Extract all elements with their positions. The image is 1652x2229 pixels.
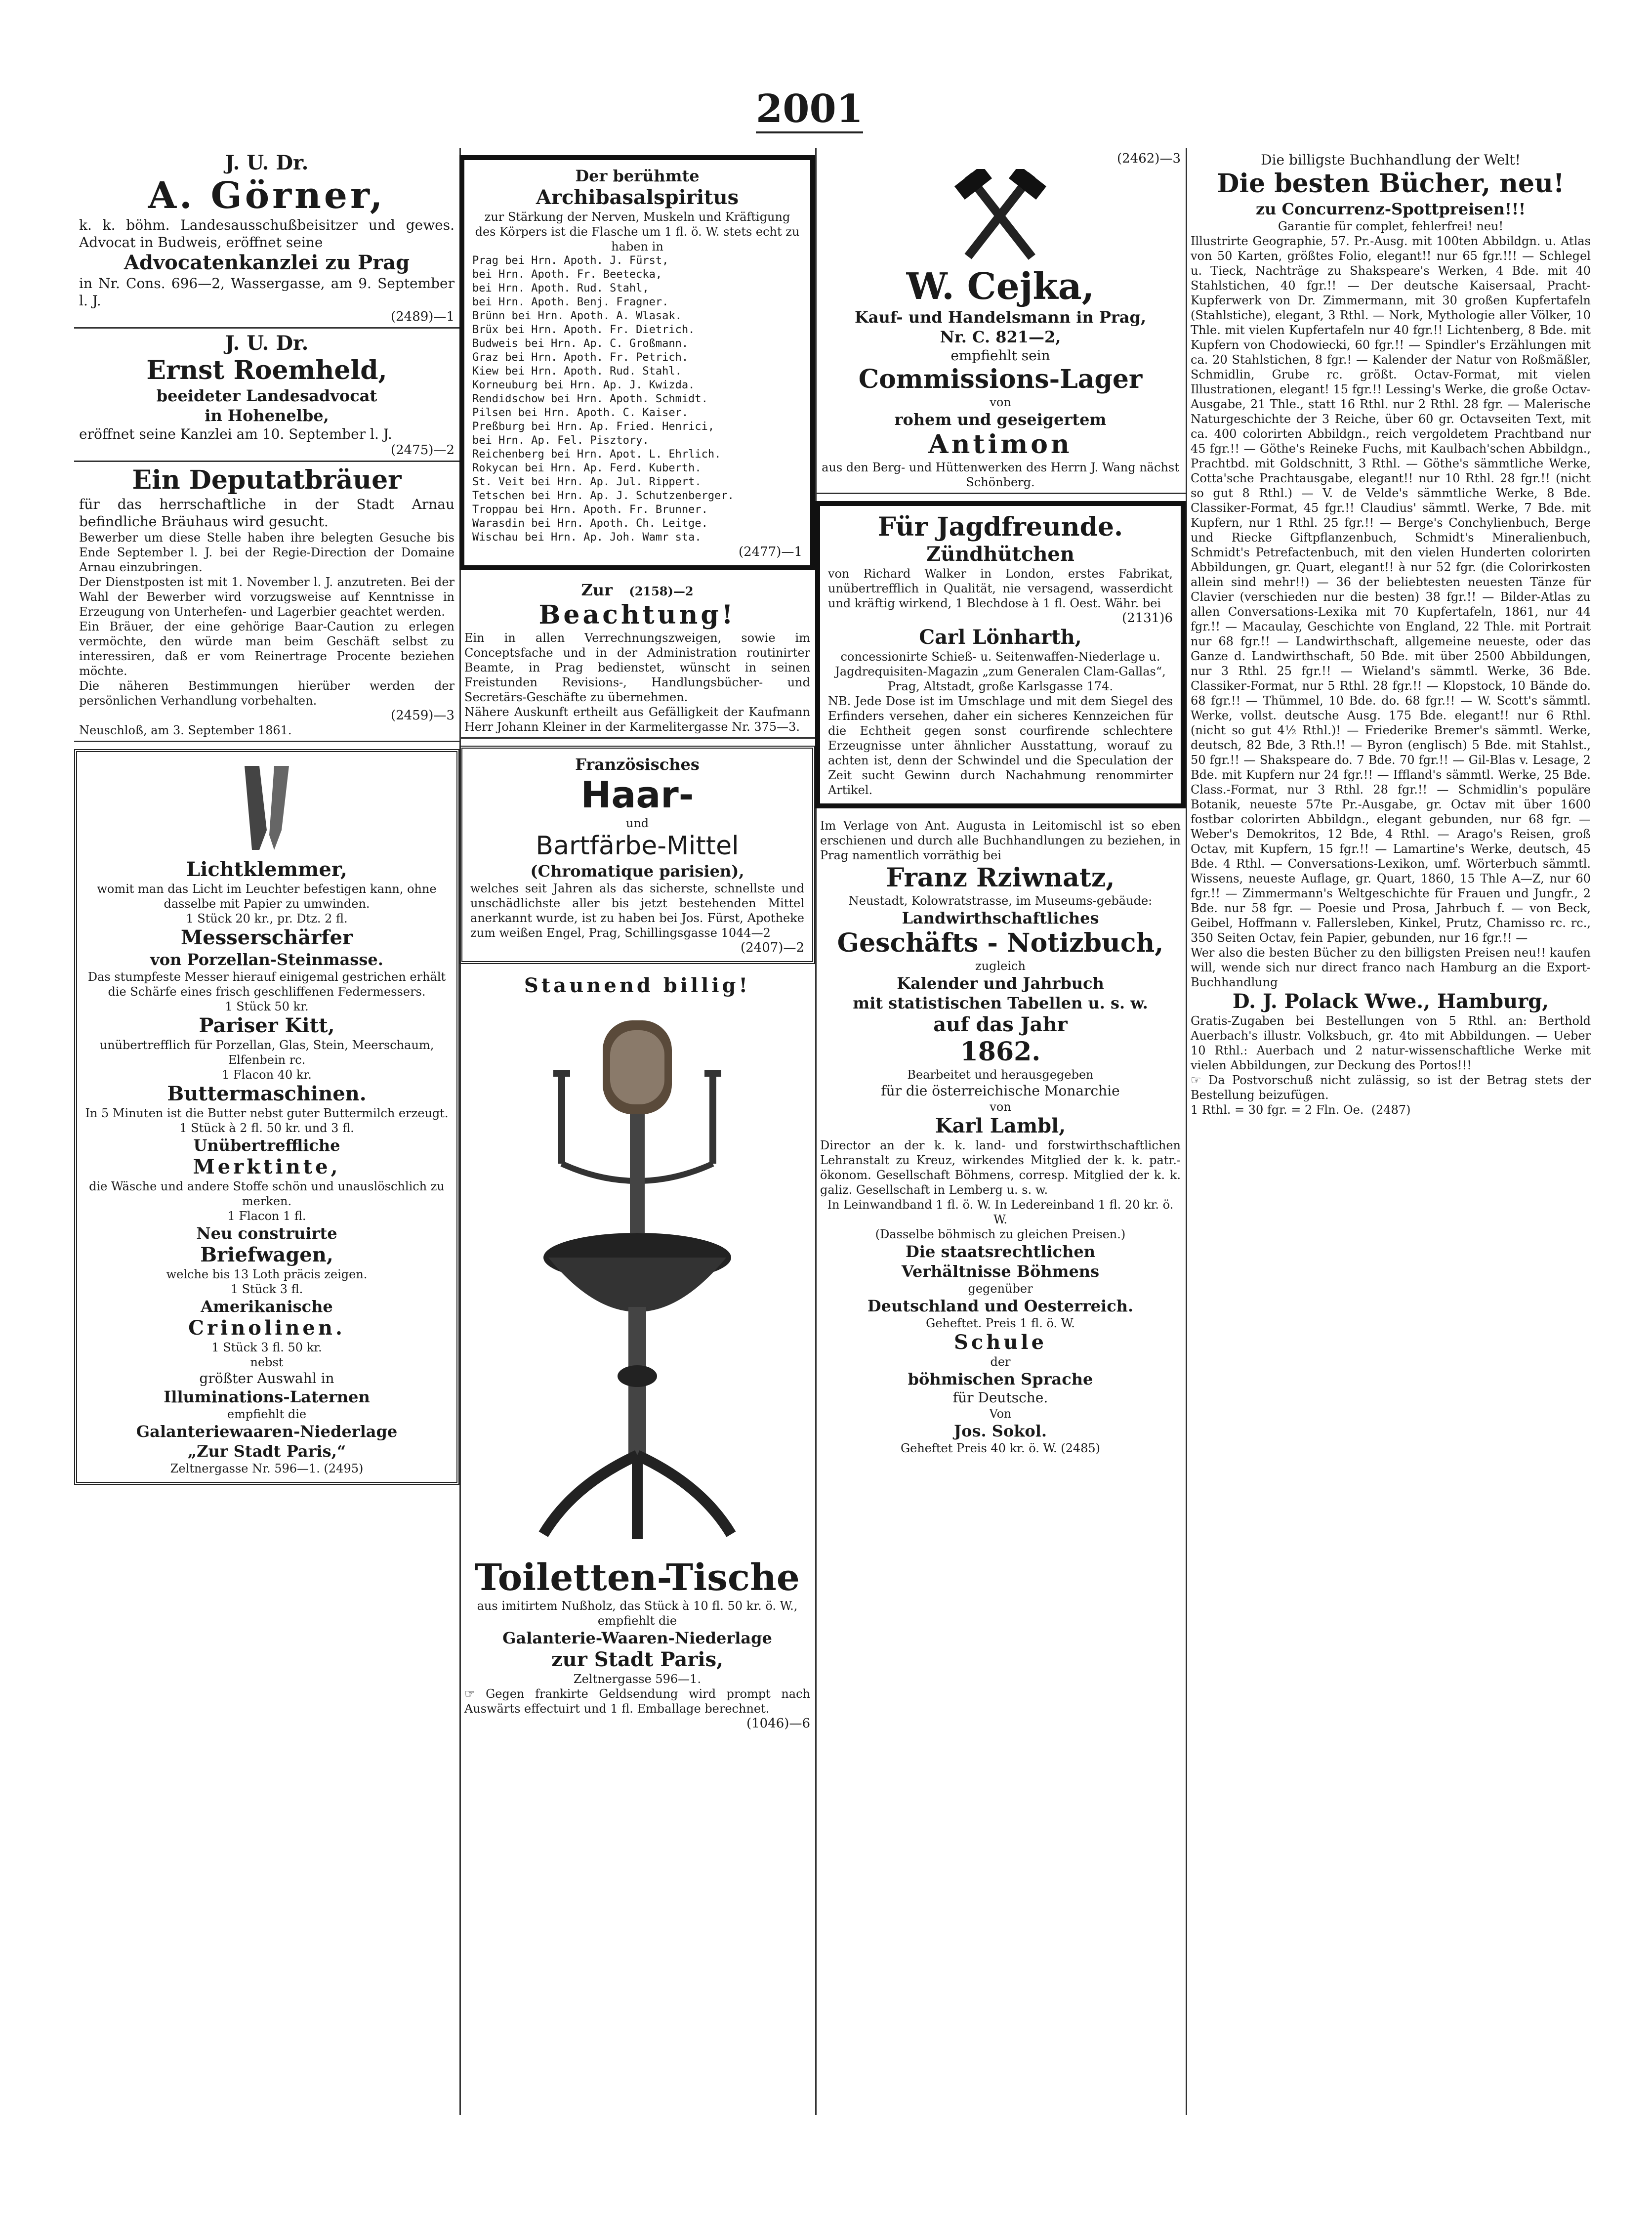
ad-text: größter Auswahl in bbox=[199, 1370, 334, 1387]
ad-reference: (2407)—2 bbox=[741, 940, 804, 955]
item-price: 1 Stück 3 fl. bbox=[230, 1282, 303, 1296]
ad-reference: (2459)—3 bbox=[391, 708, 454, 723]
ad-reference: (2489)—1 bbox=[391, 309, 454, 324]
ad-title: Haar- bbox=[580, 774, 694, 816]
book-price: Geheftet. Preis 1 fl. ö. W. bbox=[926, 1316, 1075, 1330]
shop-name: D. J. Polack Wwe., Hamburg, bbox=[1232, 990, 1549, 1013]
list-item: Korneuburg bei Hrn. Ap. J. Kwizda. bbox=[472, 379, 695, 391]
dressing-table-icon bbox=[499, 1001, 776, 1554]
ad-reference: (2131)6 bbox=[1122, 611, 1173, 626]
list-item: St. Veit bei Hrn. Ap. Jul. Rippert. bbox=[472, 476, 702, 488]
ad-text: zur Stärkung der Nerven, Muskeln und Kräftigung des Körpers ist die Flasche um 1 fl. ö. W. stets echt zu haben in bbox=[475, 210, 800, 253]
shop-address: Zeltnergasse 596—1. bbox=[573, 1672, 702, 1686]
shop-address: Zeltnergasse Nr. 596—1. (2495) bbox=[170, 1462, 364, 1475]
ad-text: Gegen frankirte Geldsendung wird prompt nach Auswärts effectuirt und 1 fl. Emballage berechnet. bbox=[464, 1687, 810, 1716]
ad-text: Gratis-Zugaben bei Bestellungen von 5 Rthl. an: Berthold Auerbach's illustr. Volksbuch, gr. 4to mit Abbildungen. — Ueber 10 Rthl.: Auerbach und 2 natur-wissenschaftliche Werke mit vielen Abbildungen, zur Deckung des Portos!!! bbox=[1191, 1014, 1591, 1072]
item-title: Buttermaschinen. bbox=[167, 1082, 367, 1105]
ad-roemheld bbox=[74, 329, 459, 462]
ad-text: empfiehlt sein bbox=[950, 347, 1050, 364]
ad-pretitle: J. U. Dr. bbox=[225, 332, 309, 355]
ad-subtitle: zu Concurrenz-Spottpreisen!!! bbox=[1255, 200, 1526, 218]
item-price: 1 Stück 20 kr., pr. Dtz. 2 fl. bbox=[186, 912, 348, 925]
ad-archibasalspiritus bbox=[459, 155, 815, 570]
book-title: mit statistischen Tabellen u. s. w. bbox=[853, 994, 1148, 1012]
ad-toilettentische bbox=[459, 971, 815, 1734]
book-price: In Leinwandband 1 fl. ö. W. In Ledereinband 1 fl. 20 kr. ö. W. bbox=[827, 1198, 1174, 1226]
item-price: 1 Stück 3 fl. 50 kr. bbox=[211, 1341, 322, 1354]
shop-address: concessionirte Schieß- u. Seitenwaffen-Niederlage u. Jagdrequisiten-Magazin „zum Generalen Clam-Gallas“, Prag, Altstadt, große Karlsgasse 174. bbox=[835, 650, 1166, 693]
book-price: Geheftet Preis 40 kr. ö. W. (2485) bbox=[900, 1441, 1101, 1455]
list-item: Kiew bei Hrn. Apoth. Rud. Stahl. bbox=[472, 365, 682, 378]
ad-text: Der Dienstposten ist mit 1. November l. J. anzutreten. Bei der Wahl der Bewerber wird vorzugsweise auf Kenntnisse in Erzeugung von Unterhefen- und Lagerbier geachtet werden. bbox=[79, 575, 454, 619]
book-year: 1862. bbox=[960, 1037, 1041, 1067]
ad-pretitle: J. U. Dr. bbox=[225, 151, 309, 174]
book-title: Deutschland und Oesterreich. bbox=[867, 1297, 1134, 1315]
book-title: für Deutsche. bbox=[952, 1389, 1048, 1406]
shop-name: „Zur Stadt Paris,“ bbox=[187, 1442, 346, 1461]
ad-text: von bbox=[990, 395, 1011, 409]
pointing-hand-icon: ☞ bbox=[464, 1687, 475, 1701]
ad-title: Die besten Bücher, neu! bbox=[1217, 168, 1565, 199]
ad-cejka bbox=[815, 148, 1186, 494]
shop-name: Galanterie-Waaren-Niederlage bbox=[502, 1629, 772, 1647]
item-description: die Wäsche und andere Stoffe schön und unauslöschlich zu merken. bbox=[89, 1179, 445, 1208]
ad-pretitle: Französisches bbox=[575, 755, 700, 774]
list-item: Warasdin bei Hrn. Apoth. Ch. Leitge. bbox=[472, 517, 708, 530]
ad-text: von Richard Walker in London, erstes Fabrikat, unübertrefflich in Qualität, nie versagend, wasserdicht und kräftig wirkend, 1 Blechdose à 1 fl. Oest. Währ. bei bbox=[828, 567, 1173, 610]
item-title: Merktinte, bbox=[193, 1155, 341, 1178]
ad-title: Für Jagdfreunde. bbox=[877, 512, 1123, 542]
ad-text: Ein in allen Verrechnungszweigen, sowie im Conceptsfache und in der Administration routinirter Beamte, in Prag bedienstet, wünscht in seinen Freistunden Revisions-, Handlungsbücher- und Secretärs-Geschäfte zu übernehmen. bbox=[464, 631, 810, 704]
ad-title: A. Görner, bbox=[148, 174, 386, 217]
ad-text: gegenüber bbox=[968, 1282, 1033, 1296]
ad-text: Ein Bräuer, der eine gehörige Baar-Caution zu erlegen vermöchte, den würde man beim Geschäft selbst zu interessiren, daß er vom Reinertrage Procente beziehen möchte. bbox=[79, 620, 454, 678]
ad-text: Die näheren Bestimmungen hierüber werden der persönlichen Verhandlung vorbehalten. bbox=[79, 679, 454, 708]
ad-reference: (2462)—3 bbox=[1117, 151, 1181, 166]
book-title: Landwirthschaftliches bbox=[902, 909, 1099, 927]
book-title: böhmischen Sprache bbox=[908, 1370, 1093, 1388]
ad-subtitle: (Chromatique parisien), bbox=[530, 862, 744, 881]
ad-title: Bartfärbe-Mittel bbox=[536, 831, 739, 861]
list-item: bei Hrn. Ap. Fel. Pisztory. bbox=[472, 434, 649, 447]
ad-haarfaerbe bbox=[459, 746, 815, 964]
list-item: Preßburg bei Hrn. Ap. Fried. Henrici, bbox=[472, 421, 715, 433]
ad-goerner bbox=[74, 148, 459, 329]
ad-text: Wer also die besten Bücher zu den billigsten Preisen neu!! kaufen will, wende sich nur direct franco nach Hamburg an die Export-Buchhandlung bbox=[1191, 946, 1591, 989]
shop-name: Carl Lönharth, bbox=[919, 626, 1082, 649]
list-item: Rokycan bei Hrn. Ap. Ferd. Kuberth. bbox=[472, 462, 702, 474]
ad-reference: (2477)—1 bbox=[739, 545, 802, 559]
ad-subtitle: Garantie für complet, fehlerfrei! neu! bbox=[1278, 219, 1504, 233]
list-item: Brünn bei Hrn. Apoth. A. Wlasak. bbox=[472, 310, 682, 322]
list-item: Wischau bei Hrn. Ap. Joh. Wamr sta. bbox=[472, 531, 702, 544]
book-title: Schule bbox=[953, 1331, 1047, 1354]
item-title: Neu construirte bbox=[196, 1224, 337, 1243]
ad-rziwnatz bbox=[815, 815, 1186, 1459]
item-title: Amerikanische bbox=[201, 1297, 333, 1316]
ad-text: zugleich bbox=[975, 959, 1026, 973]
ad-title: Archibasalspiritus bbox=[536, 186, 739, 209]
list-item: Rendidschow bei Hrn. Apoth. Schmidt. bbox=[472, 393, 708, 405]
item-price: 1 Stück 50 kr. bbox=[225, 1000, 309, 1013]
item-title: Pariser Kitt, bbox=[199, 1014, 335, 1037]
item-description: In 5 Minuten ist die Butter nebst guter Buttermilch erzeugt. bbox=[85, 1106, 449, 1120]
ad-title: Ernst Roemheld, bbox=[146, 355, 387, 385]
book-list: Illustrirte Geographie, 57. Pr.-Ausg. mit 100ten Abbildgn. u. Atlas von 50 Karten, größtes Folio, elegant!! nur 65 fgr.!!! — Schlegel u. Tieck, Nachträge zu Shakspeare's Werken, 4 Bde. mit 40 Stahlstichen, 40 fgr.!! — Der deutsche Kaisersaal, Pracht-Kupferwerk von Dr. Zimmermann, mit 30 großen Kupfertafeln (Stahlstiche), elegant, 3 Rthl. — Nork, Mythologie aller Völker, 10 Thle. mit vielen Kupfertafeln nur 40 fgr.!! Lichtenberg, 8 Bde. mit Kupfern von Chodowiecki, 60 fgr.!! — Spindler's Erzählungen mit ca. 20 Stahlstichen, 8 fgr.! — Kalender der Natur von Roßmäßler, Schmidlin, Grube rc. größt. Octav-Format, mit vielen Illustrationen, elegant! 15 fgr.!! Lessing's Werke, die große Octav-Ausgabe, 21 Thle., statt 16 Rthl. nur 2 Rthl. 28 fgr. — Malerische Naturgeschichte der 3 Reiche, über 60 gr. Octavseiten Text, mit ca. 400 colorirten Abbildgn., reich vergoldetem Prachtband nur 45 fgr.!! — Göthe's Reineke Fuchs, mit Kaulbach'schen Abbildgn., Prachtbd. mit Goldschnitt, 3 Rthl. — Göthe's sämmtliche Werke, Cotta'sche Prachtausgabe, elegant!! nur 10 Rthl. 28 fgr.!! (nicht so gut 8 Rthl.) — V. de Velde's sämmtliche Werke, 8 Bde. Classiker-Format, 45 fgr.!! Claudius' sämmtl. Werke, 7 Bde. mit Kupfern, nur 1 Rthl. 25 fgr.!! — Berge's Conchylienbuch, Berge und Riecke Giftpflanzenbuch, Schmidt's Mineralienbuch, Schmidt's Petrefactenbuch, mit den vielen Hunderten colorirten Abbildungen, gr. Quart, elegant!! à nur 52 fgr. (die Colorirkosten allein sind mehr!!) — 36 der beliebtesten neuesten Tänze für Clavier (verschieden nur die besten) 38 fgr.!! — Bilder-Atlas zu allen Conversations-Lexika mit 70 Kupfertafeln, 1861, nur 44 fgr.!! — Macaulay, Geschichte von England, 22 Thle. mit Portrait nur 68 fgr.!! — Landwirthschaft, allgemeine neueste, oder das Ganze d. Landwirthschaft, 50 Bde. mit über 2500 Abbildungen, nur 3 Rthl. 25 fgr.!! — Wieland's sämmtl. Werke, 36 Bde. Classiker-Format, nur 5 Rthl. 28 fgr.!! — Klopstock, 10 Bände do. 68 fgr.!! — Thümmel, 10 Bde. do. 68 fgr.!! — W. Scott's sämmtl. Werke, vollst. deutsche Ausg. 175 Bde. elegant!! nur 6 Rthl. (nicht so gut 4½ Rthl.)! — Friederike Bremer's sämmtl. Werke, deutsch, 82 Bde, 3 Rth.!! — Byron (englisch) 5 Bde. mit Stahlst., 50 fgr.!! — Shakspeare do. 7 Bde. 70 fgr.!! — Gil-Blas v. Lesage, 2 Bde. mit Kupfern nur 24 fgr.!! — Iffland's sämmtl. Werke, 25 Bde. Class.-Format, nur 3 Rthl. 28 fgr.!! — Schmidlin's populäre Botanik, neueste 57te Pr.-Ausgabe, gr. Octav mit über 1600 fostbar colorirten Abbildgn., elegant gebunden, nur 68 fgr. — Weber's Demokritos, 12 Bde, 4 Rthl. — Arago's Reisen, groß Octav, mit Kupfern, 15 fgr.!! — Lamartine's Werke, deutsch, 45 Bde. 4 Rthl. — Conversations-Lexikon, umf. Wörterbuch sämmtl. Wissens, neueste Auflage, gr. Quart, 1860, 15 Thle A—Z, nur 60 fgr.!! — Zimmermann's Weltgeschichte für Frauen und Jungfr., 2 Bde. nur 58 fgr. — Poesie und Prosa, Jahrbuch f. — von Beck, Geibel, Hoffmann v. Fallersleben, Kinkel, Prutz, Chamisso rc. rc., 350 Seiten Octav, fein Papier, gebunden, nur 16 fgr.!! — bbox=[1191, 234, 1591, 945]
list-item: Tetschen bei Hrn. Ap. J. Schutzenberger. bbox=[472, 490, 734, 502]
ad-subtitle: beeideter Landesadvocat bbox=[156, 386, 377, 405]
shop-name: Franz Rziwnatz, bbox=[886, 863, 1115, 893]
ad-text: k. k. böhm. Landesausschußbeisitzer und gewes. Advocat in Budweis, eröffnet seine bbox=[79, 217, 454, 251]
ad-reference: (1046)—6 bbox=[746, 1716, 810, 1731]
ad-text: aus imitirtem Nußholz, das Stück à 10 fl. 50 kr. ö. W., empfiehlt die bbox=[477, 1599, 798, 1628]
column-2 bbox=[459, 148, 815, 1734]
item-price: 1 Flacon 40 kr. bbox=[222, 1068, 312, 1082]
ad-reference: (2487) bbox=[1371, 1103, 1411, 1117]
book-title: Kalender und Jahrbuch bbox=[897, 974, 1104, 993]
ad-title: Beachtung! bbox=[538, 600, 736, 630]
ad-text: Director an der k. k. land- und forstwirthschaftlichen Lehranstalt zu Kreuz, wirkendes Mitglied der k. k. patr.-ökonom. Gesellschaft Böhmens, corresp. Mitglied der k. k. galiz. Gesellschaft in Lemberg u. s. w. bbox=[820, 1138, 1181, 1197]
list-item: Troppau bei Hrn. Apoth. Fr. Brunner. bbox=[472, 504, 708, 516]
item-price: 1 Flacon 1 fl. bbox=[227, 1209, 306, 1223]
book-title: Verhältnisse Böhmens bbox=[901, 1262, 1100, 1281]
ad-title: Ein Deputatbräuer bbox=[132, 465, 402, 495]
ad-text: welches seit Jahren als das sicherste, schnellste und unschädlichste aller bis jetzt bestehenden Mittel anerkannt wurde, ist zu haben bei Jos. Fürst, Apotheke zum weißen Engel, Prag, Schillingsgasse 1044—2 bbox=[470, 882, 804, 940]
ad-note: Da Postvorschuß nicht zulässig, so ist der Betrag stets der Bestellung beizufügen. bbox=[1191, 1073, 1591, 1102]
ad-polack-books bbox=[1186, 148, 1596, 1120]
list-item: bei Hrn. Apoth. Benj. Fragner. bbox=[472, 296, 669, 308]
book-title: Geschäfts - Notizbuch, bbox=[837, 928, 1164, 958]
item-title: Lichtklemmer, bbox=[186, 858, 347, 881]
ad-pretitle: Staunend billig! bbox=[524, 974, 751, 997]
page-number: 2001 bbox=[756, 86, 863, 133]
ad-text: aus den Berg- und Hüttenwerken des Herrn J. Wang nächst Schönberg. bbox=[822, 461, 1179, 489]
ad-text: Nähere Auskunft ertheilt aus Gefälligkeit der Kaufmann Herr Johann Kleiner in der Karmelitergasse Nr. 375—3. bbox=[464, 705, 810, 734]
column-1 bbox=[74, 148, 459, 1492]
shop-name: zur Stadt Paris, bbox=[551, 1648, 724, 1671]
item-description: unübertrefflich für Porzellan, Glas, Stein, Meerschaum, Elfenbein rc. bbox=[99, 1038, 434, 1067]
ad-text: in Nr. Cons. 696—2, Wassergasse, am 9. September l. J. bbox=[79, 275, 454, 309]
ad-text: eröffnet seine Kanzlei am 10. September l. J. bbox=[79, 426, 392, 442]
ad-beachtung bbox=[459, 577, 815, 739]
ad-text: Im Verlage von Ant. Augusta in Leitomischl ist so eben erschienen und durch alle Buchhandlungen zu beziehen, in Prag namentlich vorräthig bei bbox=[820, 819, 1181, 862]
list-item: bei Hrn. Apoth. Fr. Beetecka, bbox=[472, 268, 662, 281]
ad-title: Toiletten-Tische bbox=[475, 1556, 800, 1599]
crossed-hammers-icon bbox=[946, 169, 1055, 263]
ad-pretitle: Der berühmte bbox=[575, 167, 700, 185]
list-item: Prag bei Hrn. Apoth. J. Fürst, bbox=[472, 254, 669, 267]
ad-subtitle: in Hohenelbe, bbox=[205, 406, 329, 425]
ad-subtitle: rohem und geseigertem bbox=[894, 410, 1107, 429]
item-title: Illuminations-Laternen bbox=[164, 1388, 370, 1406]
exchange-rate: 1 Rthl. = 30 fgr. = 2 Fln. Oe. bbox=[1191, 1103, 1364, 1117]
item-title: Messerschärfer bbox=[181, 926, 353, 949]
item-description: Das stumpfeste Messer hierauf einigemal gestrichen erhält die Schärfe eines frisch geschliffenen Federmessers. bbox=[87, 970, 446, 999]
ad-subtitle: Kauf- und Handelsmann in Prag, bbox=[854, 308, 1147, 327]
ad-pretitle: Die billigste Buchhandlung der Welt! bbox=[1261, 152, 1521, 168]
list-item: Reichenberg bei Hrn. Apot. L. Ehrlich. bbox=[472, 448, 721, 461]
book-price: (Dasselbe böhmisch zu gleichen Preisen.) bbox=[875, 1227, 1126, 1241]
ad-title: W. Cejka, bbox=[906, 265, 1095, 308]
list-item: Pilsen bei Hrn. Apoth. C. Kaiser. bbox=[472, 407, 689, 419]
ad-text: und bbox=[625, 816, 649, 830]
ad-text: Bewerber um diese Stelle haben ihre belegten Gesuche bis Ende September l. J. bei der Regie-Direction der Domaine Arnau einzubringen. bbox=[79, 531, 454, 574]
column-3 bbox=[815, 148, 1186, 1459]
book-title: auf das Jahr bbox=[933, 1013, 1068, 1036]
ad-title: Commissions-Lager bbox=[858, 364, 1143, 394]
ad-pretitle: Zur bbox=[581, 581, 613, 599]
book-author: Karl Lambl, bbox=[935, 1114, 1066, 1137]
ad-text: von bbox=[990, 1100, 1011, 1114]
ad-reference: (2475)—2 bbox=[391, 443, 454, 458]
ad-text: der bbox=[990, 1355, 1011, 1369]
light-clamp-icon bbox=[230, 761, 304, 855]
item-title: von Porzellan-Steinmasse. bbox=[150, 950, 383, 969]
pointing-hand-icon: ☞ bbox=[1191, 1073, 1201, 1087]
item-description: womit man das Licht im Leuchter befestigen kann, ohne dasselbe mit Papier zu umwinden. bbox=[97, 882, 437, 911]
shop-name: Galanteriewaaren-Niederlage bbox=[136, 1422, 398, 1441]
ad-text: Bearbeitet und herausgegeben bbox=[907, 1068, 1094, 1082]
list-item: Brüx bei Hrn. Apoth. Fr. Dietrich. bbox=[472, 324, 695, 336]
ad-braeuer bbox=[74, 462, 459, 742]
ad-text: für das herrschaftliche in der Stadt Arnau befindliche Bräuhaus wird gesucht. bbox=[79, 496, 454, 530]
column-4 bbox=[1186, 148, 1596, 1120]
ad-subtitle: Advocatenkanzlei zu Prag bbox=[124, 251, 410, 274]
list-item: Graz bei Hrn. Apoth. Fr. Petrich. bbox=[472, 351, 689, 364]
ad-text: empfiehlt die bbox=[227, 1407, 307, 1421]
item-price: 1 Stück à 2 fl. 50 kr. und 3 fl. bbox=[179, 1121, 354, 1135]
list-item: bei Hrn. Apoth. Rud. Stahl, bbox=[472, 282, 649, 294]
ad-subtitle: Zündhütchen bbox=[926, 543, 1074, 566]
item-title: Briefwagen, bbox=[200, 1243, 333, 1266]
ad-text: für die österreichische Monarchie bbox=[881, 1083, 1120, 1099]
ad-place-date: Neuschloß, am 3. September 1861. bbox=[79, 723, 292, 737]
ad-note: NB. Jede Dose ist im Umschlage und mit dem Siegel des Erfinders versehen, daher ein sicheres Kennzeichen für die Echtheit gegen sonst courfirende schlechtere Erzeugnisse unter ähnlicher Ausstattung, worauf zu achten ist, denn der Schwindel und die Speculation der Zeit sucht Gewinn durch Nachahmung renommirter Artikel. bbox=[828, 694, 1173, 797]
list-item: Budweis bei Hrn. Ap. C. Großmann. bbox=[472, 337, 689, 350]
ad-title: Antimon bbox=[928, 429, 1073, 460]
ad-galanterie bbox=[74, 749, 459, 1485]
book-author: Jos. Sokol. bbox=[953, 1422, 1047, 1440]
shop-address: Neustadt, Kolowratstrasse, im Museums-gebäude: bbox=[848, 894, 1153, 908]
ad-subtitle: Nr. C. 821—2, bbox=[940, 328, 1061, 346]
ad-jagdfreunde bbox=[815, 501, 1186, 808]
pharmacy-list bbox=[472, 254, 802, 545]
ad-text: nebst bbox=[250, 1355, 284, 1369]
item-description: welche bis 13 Loth präcis zeigen. bbox=[166, 1267, 368, 1281]
ad-reference: (2158)—2 bbox=[629, 584, 694, 598]
ad-text: Von bbox=[989, 1407, 1012, 1421]
item-title: Crinolinen. bbox=[188, 1316, 345, 1340]
book-title: Die staatsrechtlichen bbox=[906, 1242, 1095, 1261]
item-title: Unübertreffliche bbox=[193, 1136, 340, 1155]
